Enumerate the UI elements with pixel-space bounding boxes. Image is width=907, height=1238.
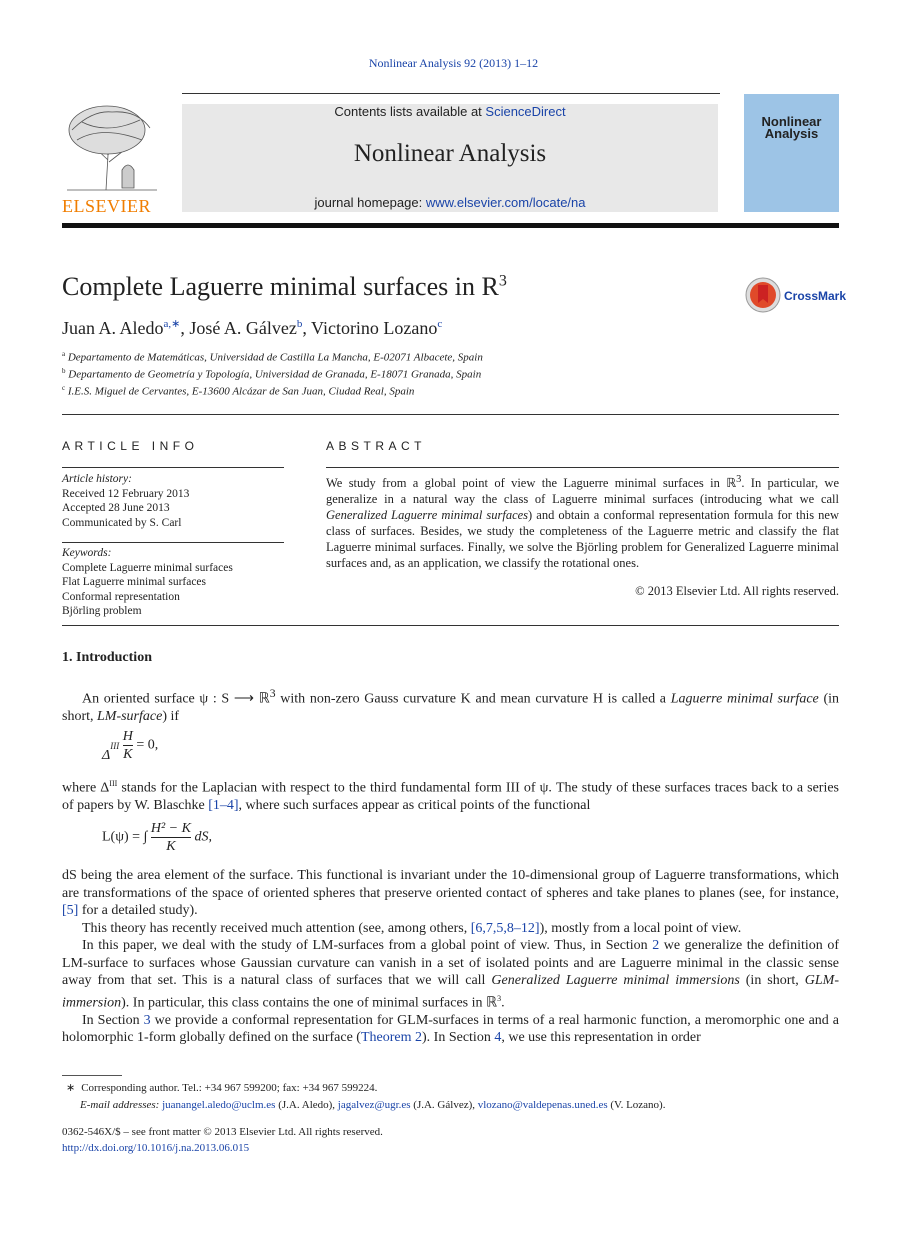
emphasis: LM-surface (97, 709, 163, 725)
eq-denominator: K (123, 747, 133, 762)
text: ) if (162, 709, 180, 725)
abstract-heading: ABSTRACT (326, 439, 427, 453)
header-thick-rule (62, 223, 839, 228)
citation-link[interactable]: [1–4] (208, 798, 239, 814)
article-title (62, 272, 507, 302)
crossmark-icon[interactable] (745, 277, 781, 313)
elsevier-logo-text: ELSEVIER (62, 196, 151, 216)
superscript: 3 (497, 993, 502, 1003)
homepage-link[interactable]: www.elsevier.com/locate/na (425, 195, 586, 210)
divider (62, 542, 284, 543)
abstract-text: We study from a global point of view the Laguerre minimal surfaces in ℝ (326, 476, 737, 491)
eq-denominator: K (166, 839, 176, 854)
email-label: E-mail addresses: (80, 1099, 160, 1111)
text: dS being the area element of the surface. This functional is invariant under the 10-dimensional group of Laguerre transformations, which are transformations of the space of oriented spheres that preserve oriented contact of spheres and take planes to planes (see, for instance, (62, 868, 839, 901)
abstract-text: . In particular, we generalize in a natural way the class of Laguerre minimal surfaces (introducing what we call (326, 476, 839, 507)
theorem-link[interactable]: Theorem 2 (360, 1030, 422, 1046)
affiliation-mark: c (62, 384, 66, 392)
email-owner: (V. Lozano). (607, 1099, 666, 1111)
header-top-rule (182, 93, 720, 94)
eq-rhs: dS, (194, 829, 212, 845)
text: ). In Section (422, 1030, 495, 1046)
author-list: Juan A. Aledo$^{a,∗}$, José A. Gálvez$^b$, Victorino Lozano$^c$ (62, 318, 443, 338)
email-link[interactable]: juanangel.aledo@uclm.es (162, 1099, 276, 1111)
doi-link[interactable]: http://dx.doi.org/10.1016/j.na.2013.06.015 (62, 1142, 250, 1154)
received-date: Received 12 February 2013 (62, 487, 190, 500)
text: ), mostly from a local point of view. (539, 920, 742, 936)
affiliation-text: Departamento de Geometría y Topología, Universidad de Granada, E-18071 Granada, Spain (68, 368, 482, 381)
section-link[interactable]: 4 (494, 1030, 502, 1046)
sciencedirect-link[interactable]: ScienceDirect (485, 104, 566, 119)
email-link[interactable]: vlozano@valdepenas.uned.es (477, 1099, 608, 1111)
journal-cover-image[interactable] (744, 94, 839, 212)
affiliation-text: I.E.S. Miguel de Cervantes, E-13600 Alcázar de San Juan, Ciudad Real, Spain (67, 385, 415, 398)
divider (62, 467, 284, 468)
eq-lhs: L(ψ) = ∫ (102, 829, 148, 845)
running-head[interactable] (0, 56, 907, 71)
emphasis: Generalized Laguerre minimal immersions (491, 973, 740, 988)
author-affil-link[interactable]: c (437, 318, 443, 330)
superscript: 3 (736, 474, 742, 485)
section-link[interactable]: 2 (652, 938, 660, 953)
keyword: Complete Laguerre minimal surfaces (62, 561, 233, 574)
emphasis: GLM-immersion (62, 973, 839, 1011)
text: we provide a conformal representation for GLM-surfaces in terms of a real harmonic function, a meromorphic one and a holomorphic 1-form globally defined on the surface ( (62, 1012, 839, 1046)
abstract-text: ) and obtain a conformal representation formula for this new class of surfaces. Besides, we study the completeness of the Laguerre metric and classify the flat Laguerre minimal surfaces. Finally, we solve the Björling problem for Generalized Laguerre minimal surfaces and, as an application, we classify the rotational ones. (326, 508, 839, 571)
doi-line[interactable] (62, 1140, 249, 1156)
superscript: 3 (269, 687, 276, 700)
communicated-by: Communicated by S. Carl (62, 516, 182, 529)
title-superscript: 3 (498, 272, 507, 290)
emphasis: Laguerre minimal surface (670, 691, 819, 707)
contents-prefix: Contents lists available at (334, 104, 486, 119)
affiliation-mark: a (62, 350, 66, 358)
footnote-rule (62, 1075, 122, 1076)
text: we generalize the definition of LM-surface to surfaces whose Gaussian curvature can vanish in a set of isolated points and are Laguerre minimal in the classic sense away from that set. This is a natural class of surfaces that we will call (62, 938, 839, 988)
eq-numerator: H (122, 729, 133, 744)
keywords-label: Keywords: (62, 547, 112, 559)
email-owner: (J.A. Gálvez), (410, 1099, 478, 1111)
text: for a detailed study). (78, 903, 198, 918)
citation-link[interactable]: [6,7,5,8–12] (470, 920, 540, 936)
intro-paragraph (62, 867, 839, 1047)
text: ). In particular, this class contains the one of minimal surfaces in ℝ (121, 995, 498, 1011)
affiliation (62, 367, 481, 381)
keyword: Conformal representation (62, 590, 180, 603)
text: In this paper, we deal with the study of LM-surfaces from a global point of view. Thus, in Section (82, 938, 653, 953)
keyword: Flat Laguerre minimal surfaces (62, 576, 207, 588)
citation-link[interactable]: [5] (62, 903, 79, 918)
text: In Section (82, 1012, 144, 1028)
abstract-copyright: © 2013 Elsevier Ltd. All rights reserved. (635, 584, 839, 598)
eq-numerator: H² − K (150, 821, 191, 836)
text: , we use this representation in order (501, 1030, 701, 1046)
equation-2 (102, 820, 212, 855)
issn-line: 0362-546X/$ – see front matter © 2013 Elsevier Ltd. All rights reserved. (62, 1126, 383, 1138)
keyword: Björling problem (62, 605, 142, 617)
email-owner: (J.A. Aledo), (275, 1099, 338, 1111)
article-history (62, 472, 189, 530)
section-link[interactable]: 3 (143, 1012, 151, 1028)
article-info-heading: ARTICLE INFO (62, 439, 199, 453)
accepted-date: Accepted 28 June 2013 (62, 502, 170, 514)
text: . (501, 995, 505, 1011)
keywords (62, 546, 233, 619)
superscript: III (109, 779, 118, 788)
footnote-corresponding (62, 1080, 377, 1096)
author-name[interactable]: Juan A. Aledo (62, 318, 164, 338)
affiliation-text: Departamento de Matemáticas, Universidad de Castilla La Mancha, E-02071 Albacete, Spain (67, 351, 483, 364)
author-name[interactable]: Victorino Lozano (311, 318, 438, 338)
text: This theory has recently received much attention (see, among others, (82, 920, 471, 936)
footnote-emails (80, 1097, 665, 1113)
intro-paragraph (62, 685, 839, 726)
running-head-link[interactable]: Nonlinear Analysis 92 (2013) 1–12 (368, 56, 539, 70)
divider (62, 414, 839, 415)
author-name[interactable]: José A. Gálvez (189, 318, 297, 338)
eq-rhs: = 0, (136, 737, 159, 753)
crossmark-label[interactable]: CrossMark (784, 289, 847, 303)
text: with non-zero Gauss curvature K and mean curvature H is called a (275, 691, 671, 707)
text: stands for the Laplacian with respect to the third fundamental form III of ψ. The study of these surfaces traces back to a series of papers by W. Blaschke (62, 780, 840, 814)
affiliation (62, 384, 414, 398)
text: (in short, (739, 973, 805, 988)
abstract-emphasis: Generalized Laguerre minimal surfaces (326, 508, 529, 523)
contents-line (182, 104, 718, 119)
text: where Δ (62, 780, 110, 796)
history-label: Article history: (62, 473, 132, 485)
section-heading: 1. Introduction (62, 650, 152, 665)
text: An oriented surface ψ : S ⟶ ℝ (82, 691, 270, 707)
eq-symbol: Δ (102, 747, 111, 763)
text: (in short, (62, 691, 839, 725)
homepage-line (182, 195, 718, 210)
affiliation (62, 350, 483, 364)
equation-1 (102, 728, 158, 763)
footnote-text: Corresponding author. Tel.: +34 967 599200; fax: +34 967 599224. (81, 1082, 378, 1094)
affiliation-mark: b (62, 367, 66, 375)
eq-superscript: III (110, 741, 120, 752)
intro-paragraph (62, 775, 839, 815)
asterisk-icon: ∗ (66, 1082, 76, 1094)
cover-title: Nonlinear Analysis (761, 114, 822, 141)
author-affil-link[interactable]: a,∗ (163, 318, 181, 330)
homepage-prefix: journal homepage: (314, 195, 426, 210)
divider (62, 625, 839, 626)
journal-name: Nonlinear Analysis (353, 140, 547, 167)
text: , where such surfaces appear as critical points of the functional (238, 798, 591, 814)
author-affil-link[interactable]: b (296, 318, 303, 330)
email-link[interactable]: jagalvez@ugr.es (337, 1099, 411, 1111)
abstract-body (326, 472, 839, 571)
divider (326, 467, 839, 468)
title-text: Complete Laguerre minimal surfaces in R (62, 272, 499, 301)
